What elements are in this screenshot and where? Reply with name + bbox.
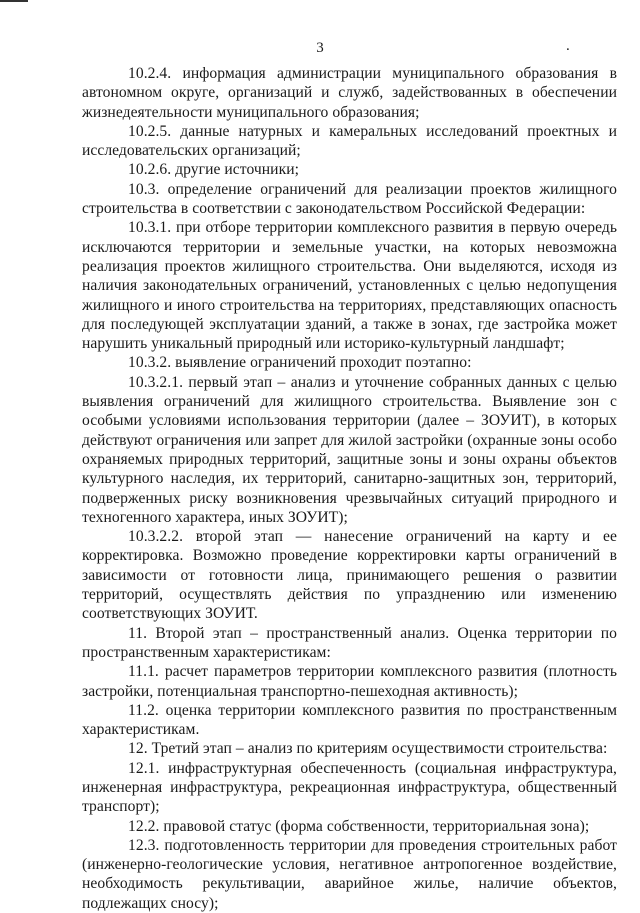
page-number: 3 [316,40,324,56]
paragraph-10-3-2: 10.3.2. выявление ограничений проходит поэтапно: [128,354,472,372]
paragraph-12-3: 12.3. подготовленность территории для проведения строительных работ (инженерно-геологические условия, негативное антропогенное воздействие, необходимость рекультивации, аварийное жилье, наличие объектов, подлежащих сносу); [82,836,617,912]
paragraph-10-3-2-1: 10.3.2.1. первый этап – анализ и уточнение собранных данных с целью выявления ограничений для жилищного строительства. Выявление зон с особыми условиями использования территории (далее – ЗОУИТ), в которых действуют ограничения или запрет для жилой застройки (охранные зоны особо охраняемых природных территорий, защитные зоны и зоны охраны объектов культурного наследия, их территорий, санитарно-защитных зон, территорий, подверженных риску возникновения чрезвычайных ситуаций природного и техногенного характера, иных ЗОУИТ); [82,373,617,526]
document-body [82,64,617,913]
paragraph-10-3-2-2: 10.3.2.2. второй этап — нанесение ограничений на карту и ее корректировка. Возможно проведение корректировки карты ограничений в зависимости от готовности лица, принимающего решения о развитии территорий, осуществлять действия по упразднению или изменению соответствующих ЗОУИТ. [82,528,617,623]
paragraph-11: 11. Второй этап – пространственный анализ. Оценка территории по пространственным характеристикам: [82,624,617,661]
paragraph-11-1: 11.1. расчет параметров территории комплексного развития (плотность застройки, потенциальная транспортно-пешеходная активность); [82,663,617,700]
corner-dot: . [566,38,570,54]
paragraph-10-3: 10.3. определение ограничений для реализации проектов жилищного строительства в соответствии с законодательством Российской Федерации: [82,180,617,218]
paragraph-12: 12. Третий этап – анализ по критериям осуществимости строительства: [128,740,608,758]
scan-mark [0,0,28,2]
paragraph-10-2-6: 10.2.6. другие источники; [128,161,299,179]
paragraph-10-2-4: 10.2.4. информация администрации муниципального образования в автономном округе, организаций и служб, задействованных в обеспечении жизнедеятельности муниципального образования; [82,65,617,121]
paragraph-12-2: 12.2. правовой статус (форма собственности, территориальная зона); [128,817,590,835]
paragraph-12-1: 12.1. инфраструктурная обеспеченность (социальная инфраструктура, инженерная инфраструктура, рекреационная инфраструктура, общественный транспорт); [82,759,617,816]
paragraph-11-2: 11.2. оценка территории комплексного развития по пространственным характеристикам. [82,701,617,739]
paragraph-10-3-1: 10.3.1. при отборе территории комплексного развития в первую очередь исключаются территории и земельные участки, на которых невозможна реализация проектов жилищного строительства. Они выделяются, исходя из наличия законодательных ограничений, установленных с целью недопущения жилищного и иного строительства на территориях, представляющих опасность для последующей эксплуатации зданий, а также в зонах, где застройка может нарушить уникальный природный или историко-культурный ландшафт; [82,219,617,353]
paragraph-10-2-5: 10.2.5. данные натурных и камеральных исследований проектных и исследовательских организаций; [82,122,617,160]
